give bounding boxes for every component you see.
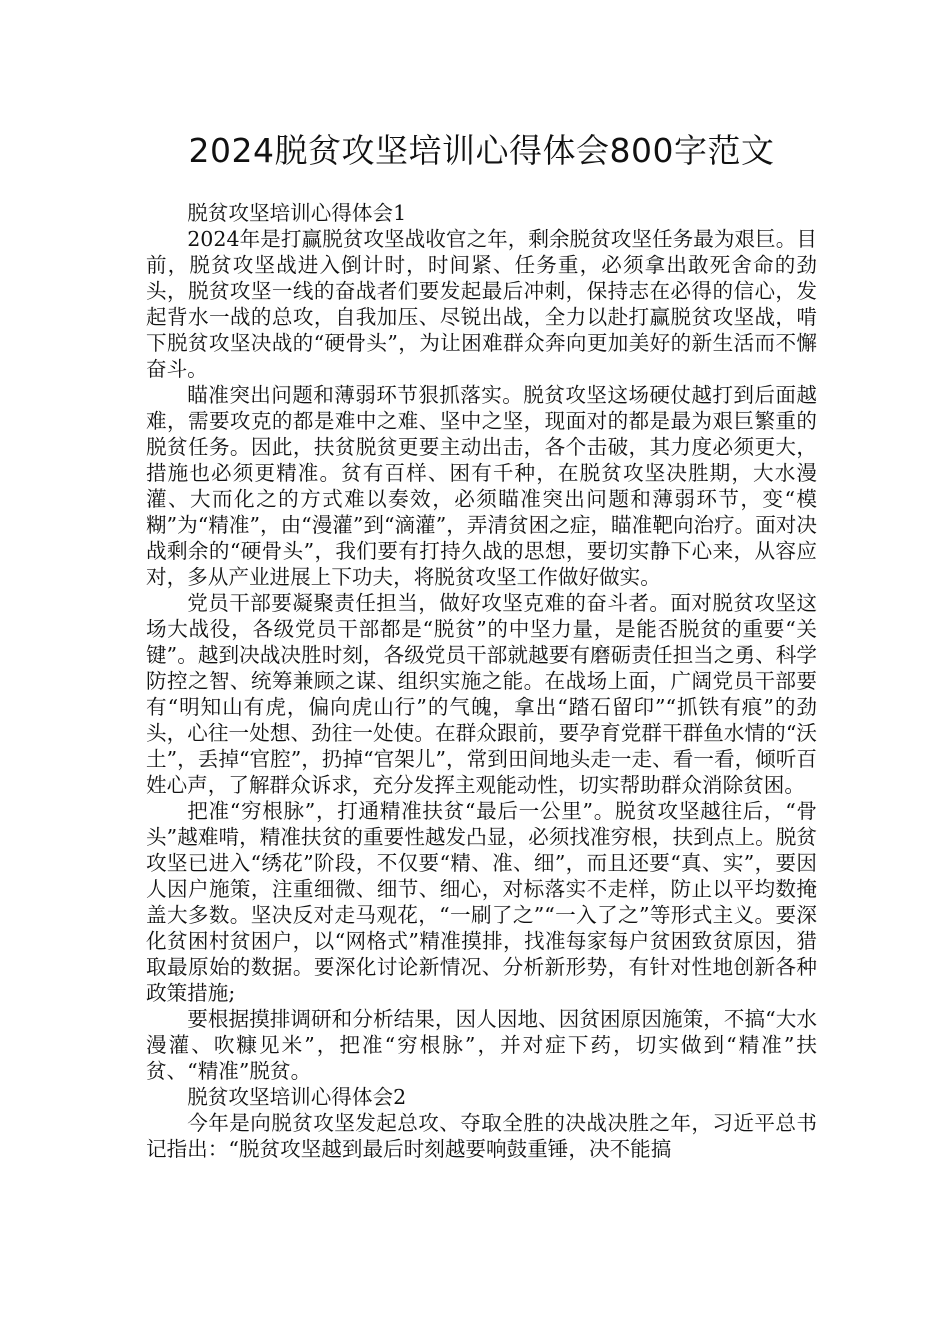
section-heading-1: 脱贫攻坚培训心得体会1 xyxy=(187,201,407,225)
paragraph-1: 2024年是打赢脱贫攻坚战收官之年，剩余脱贫攻坚任务最为艰巨。目前，脱贫攻坚战进入倒计时，时间紧、任务重，必须拿出敢死舍命的劲头，脱贫攻坚一线的奋战者们要发起最后冲刺，保持志在必得的信心，发起背水一战的总攻，自我加压、尽锐出战，全力以赴打赢脱贫攻坚战，啃下脱贫攻坚决战的“硬骨头”，为让困难群众奔向更加美好的新生活而不懈奋斗。 xyxy=(146,227,817,381)
paragraph-5: 要根据摸排调研和分析结果，因人因地、因贫困原因施策，不搞“大水漫灌、吹糠见米”，把准“穷根脉”，并对症下药，切实做到“精准”扶贫、“精准”脱贫。 xyxy=(146,1007,817,1083)
paragraph-6: 今年是向脱贫攻坚发起总攻、夺取全胜的决战决胜之年，习近平总书记指出：“脱贫攻坚越到最后时刻越要响鼓重锤，决不能搞 xyxy=(146,1111,817,1161)
document-body xyxy=(146,200,817,1162)
paragraph-4: 把准“穷根脉”，打通精准扶贫“最后一公里”。脱贫攻坚越往后，“骨头”越难啃，精准扶贫的重要性越发凸显，必须找准穷根，扶到点上。脱贫攻坚已进入“绣花”阶段，不仅要“精、准、细”，而且还要“真、实”，要因人因户施策，注重细微、细节、细心，对标落实不走样，防止以平均数掩盖大多数。坚决反对走马观花，“一刷了之”“一入了之”等形式主义。要深化贫困村贫困户，以“网格式”精准摸排，找准每家每户贫困致贫原因，猎取最原始的数据。要深化讨论新情况、分析新形势，有针对性地创新各种政策措施; xyxy=(146,799,817,1005)
document-title: 2024脱贫攻坚培训心得体会800字范文 xyxy=(188,131,775,170)
paragraph-3: 党员干部要凝聚责任担当，做好攻坚克难的奋斗者。面对脱贫攻坚这场大战役，各级党员干部都是“脱贫”的中坚力量，是能否脱贫的重要“关键”。越到决战决胜时刻，各级党员干部就越要有磨砺责任担当之勇、科学防控之智、统筹兼顾之谋、组织实施之能。在战场上面，广阔党员干部要有“明知山有虎，偏向虎山行”的气魄，拿出“踏石留印”“抓铁有痕”的劲头，心往一处想、劲往一处使。在群众跟前，要孕育党群干群鱼水情的“沃土”，丢掉“官腔”，扔掉“官架儿”，常到田间地头走一走、看一看，倾听百姓心声，了解群众诉求，充分发挥主观能动性，切实帮助群众消除贫困。 xyxy=(146,591,817,797)
section-heading-2: 脱贫攻坚培训心得体会2 xyxy=(187,1085,407,1109)
paragraph-2: 瞄准突出问题和薄弱环节狠抓落实。脱贫攻坚这场硬仗越打到后面越难，需要攻克的都是难中之难、坚中之坚，现面对的都是最为艰巨繁重的脱贫任务。因此，扶贫脱贫更要主动出击，各个击破，其力度必须更大，措施也必须更精准。贫有百样、困有千种，在脱贫攻坚决胜期，大水漫灌、大而化之的方式难以奏效，必须瞄准突出问题和薄弱环节，变“模糊”为“精准”，由“漫灌”到“滴灌”，弄清贫困之症，瞄准靶向治疗。面对决战剩余的“硬骨头”，我们要有打持久战的思想，要切实静下心来，从容应对，多从产业进展上下功夫，将脱贫攻坚工作做好做实。 xyxy=(146,383,817,589)
